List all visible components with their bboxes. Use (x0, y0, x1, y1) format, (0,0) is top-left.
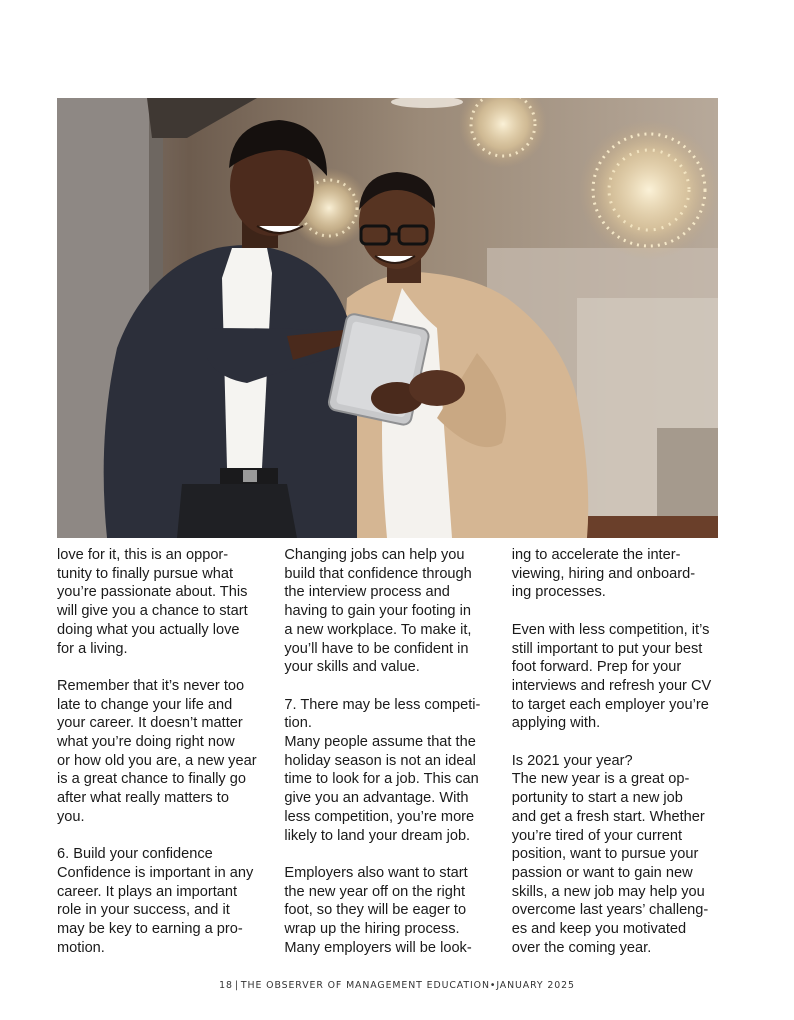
paragraph: ing to accelerate the inter- viewing, hiring and onboard- ing processes. (511, 547, 696, 601)
paragraph: 6. Build your confidence Confidence is important in any career. It plays an important role in your success, and it may be key to earning a pro- motion. (57, 846, 254, 956)
paragraph: Changing jobs can help you build that confidence through the interview process and having to gain your footing in a new workplace. To make it, you’ll have to be confident in your skills and value. (284, 547, 472, 676)
paragraph: Even with less competition, it’s still important to put your best foot forward. Prep for your interviews and refresh your CV to target each employer you’re applying with. (511, 621, 712, 732)
article-photo (57, 98, 718, 538)
footer-dot: • (489, 980, 497, 991)
text-column-2 (284, 546, 487, 957)
text-column-3 (512, 546, 722, 957)
paragraph: Remember that it’s never too late to change your life and your career. It doesn’t matter what you’re doing right now or how old you are, a new year is a great chance to finally go after what really matters to you. (57, 677, 257, 825)
paragraph: Is 2021 your year? The new year is a great op- portunity to start a new job and get a fresh start. Whether you’re tired of your current position, want to pursue your passion or want to gain new skills, a new job may help you overcome last years’ challeng- es and keep you motivated over the coming year. (511, 752, 709, 956)
issue-date: JANUARY 2025 (496, 980, 575, 991)
publication-name: THE OBSERVER OF MANAGEMENT EDUCATION (240, 980, 490, 991)
page-footer (0, 980, 794, 991)
article-columns (57, 546, 722, 957)
paragraph: Employers also want to start the new year off on the right foot, so they will be eager to wrap up the hiring process. Many employers will be look- (284, 864, 472, 956)
paragraph: love for it, this is an oppor- tunity to finally pursue what you’re passionate about. This will give you a chance to start doing what you actually love for a living. (57, 547, 248, 657)
footer-separator: | (234, 980, 239, 991)
text-column-1 (57, 546, 260, 957)
page-number: 18 (219, 980, 233, 991)
paragraph: 7. There may be less competi- tion. Many people assume that the holiday season is not an ideal time to look for a job. This can give you an advantage. With less competition, you’re more likely to land your dream job. (284, 696, 481, 844)
